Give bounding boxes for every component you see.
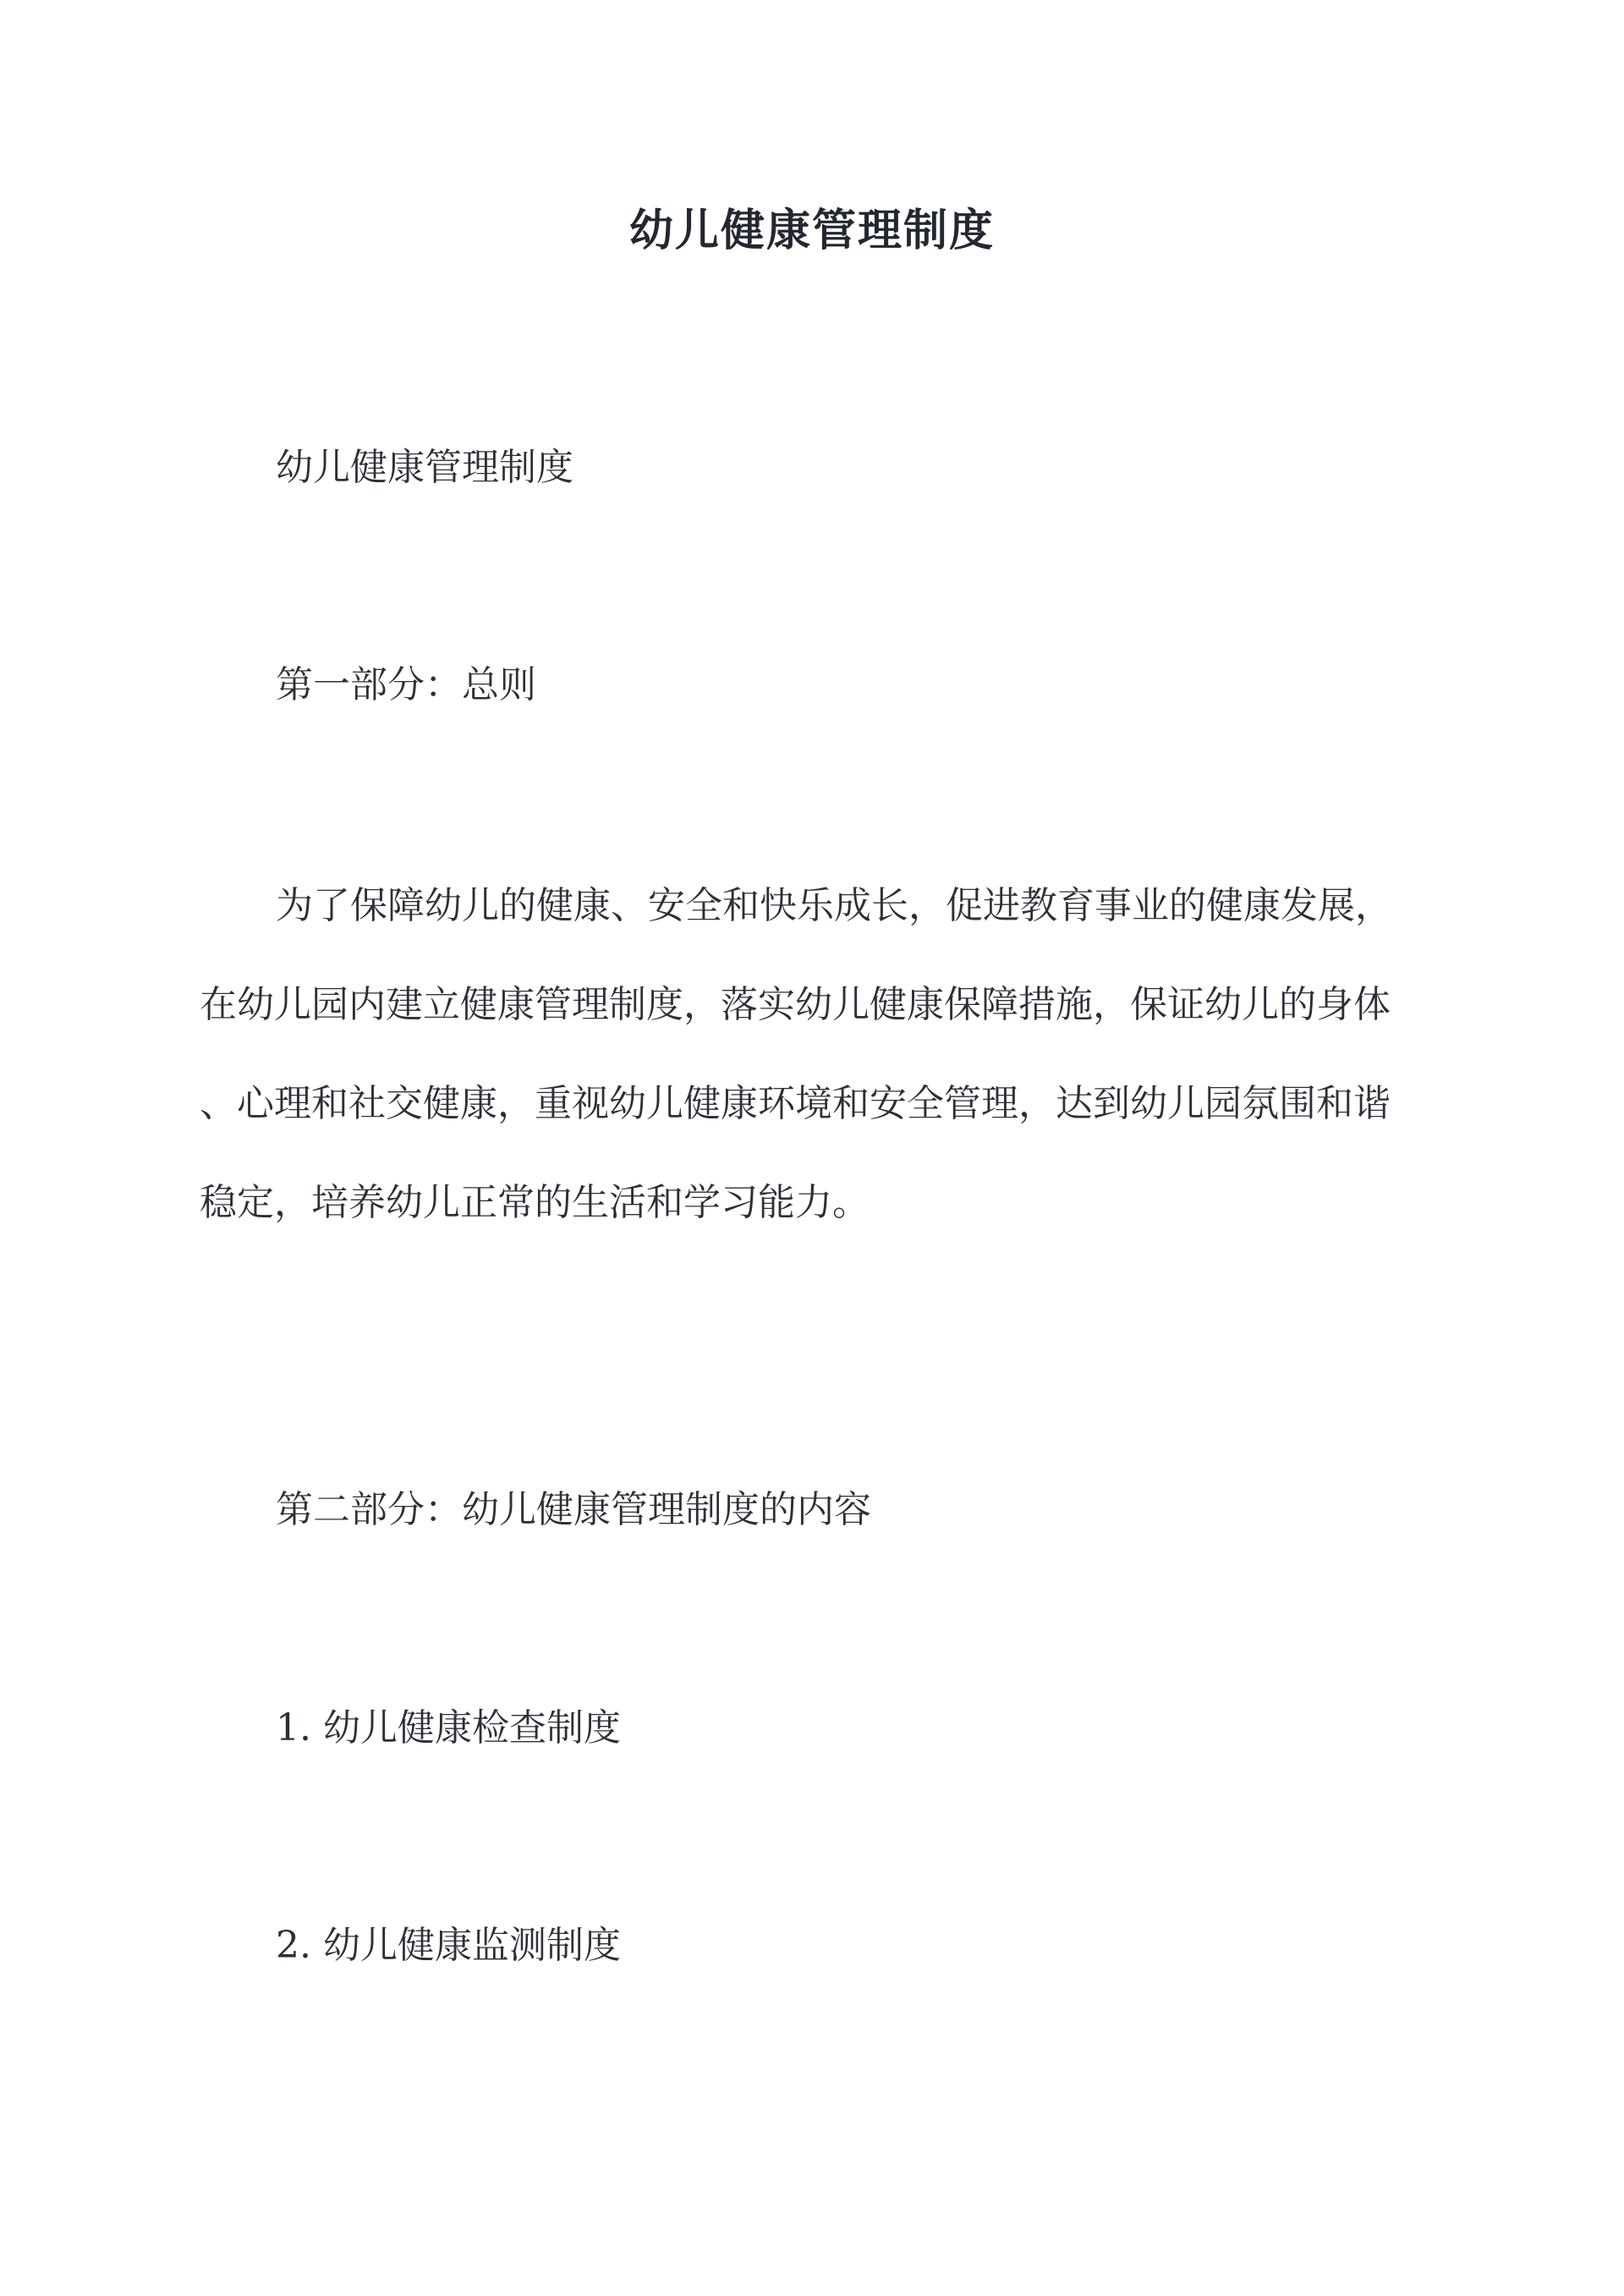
paragraph-line: 、心理和社交健康，重视幼儿健康环境和安全管理，达到幼儿园氛围和谐 — [200, 1082, 1391, 1125]
paragraph-line: 为了保障幼儿的健康、安全和快乐成长，促进教育事业的健康发展， — [276, 884, 1392, 927]
paragraph-line: 在幼儿园内建立健康管理制度，落实幼儿健康保障措施，保证幼儿的身体 — [200, 983, 1391, 1026]
section1-heading: 第一部分：总则 — [276, 663, 536, 706]
section2-heading: 第二部分：幼儿健康管理制度的内容 — [276, 1488, 871, 1531]
section1-paragraph — [200, 856, 1435, 1252]
list-item: 2. 幼儿健康监测制度 — [276, 1924, 621, 1967]
document-subtitle: 幼儿健康管理制度 — [276, 446, 573, 489]
document-title: 幼儿健康管理制度 — [628, 205, 995, 256]
list-item: 1. 幼儿健康检查制度 — [276, 1706, 621, 1749]
paragraph-line: 稳定，培养幼儿正常的生活和学习能力。 — [200, 1181, 870, 1224]
